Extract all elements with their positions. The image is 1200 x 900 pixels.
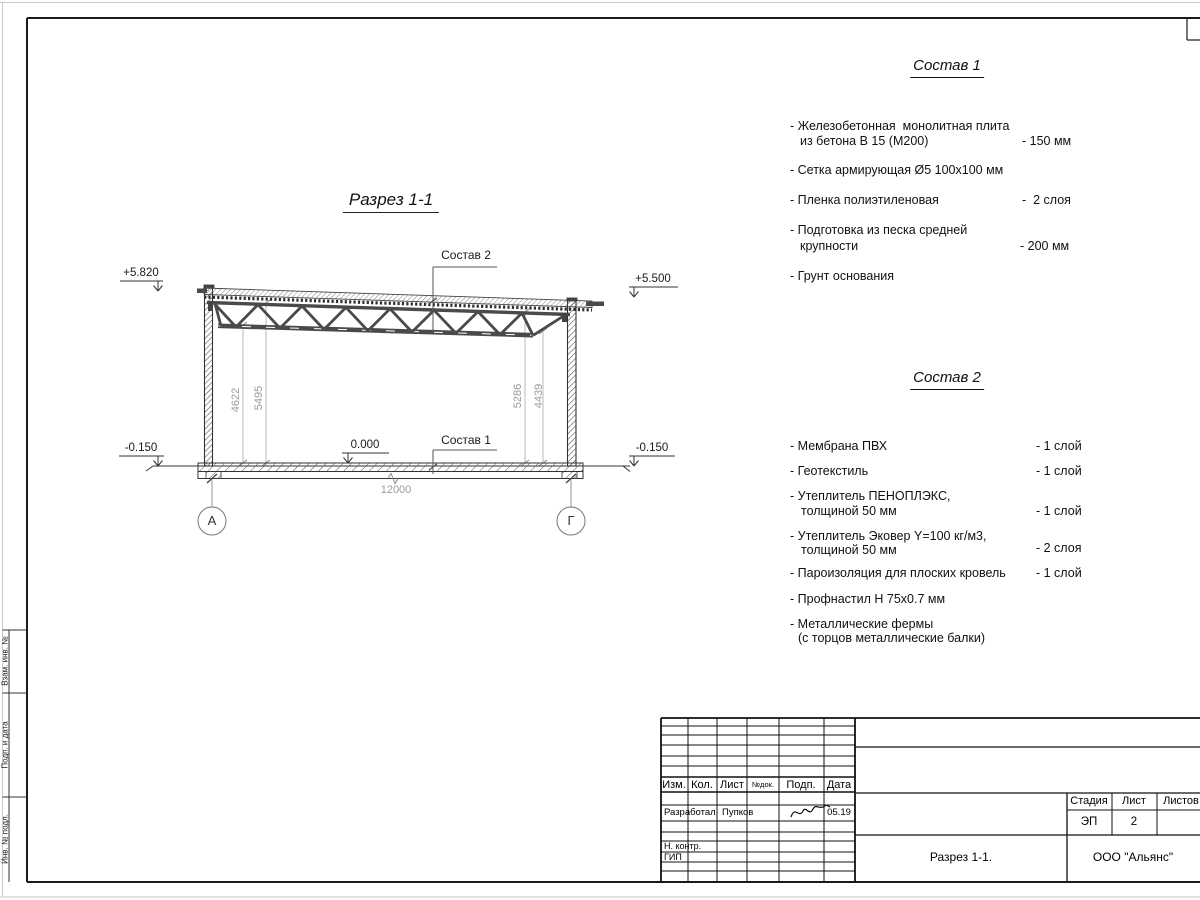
composition2-item4-line1: - Утеплитель Эковер Y=100 кг/м3, xyxy=(790,529,987,543)
dim-right-outer: 4439 xyxy=(533,383,545,409)
side-strip-label-vzam: Взам. инв. № xyxy=(0,636,10,686)
truss xyxy=(207,302,570,335)
titleblock-sheet-value: 2 xyxy=(1130,816,1138,828)
titleblock-doc-title: Разрез 1-1. xyxy=(929,850,993,864)
composition2-item4-qty: - 2 слоя xyxy=(1036,541,1082,555)
side-strip-label-podp: Подп. и дата xyxy=(0,721,10,769)
elevation-ground-right: -0.150 xyxy=(635,442,669,454)
drawing-title: Разрез 1-1 xyxy=(343,191,439,213)
titleblock-gip-label: ГИП xyxy=(664,852,682,862)
composition2-item2-line1: - Геотекстиль xyxy=(790,464,869,478)
grid-label-a: А xyxy=(207,513,217,528)
elevation-floor: 0.000 xyxy=(350,439,380,451)
composition1-item3-qty: - 2 слоя xyxy=(1022,193,1071,207)
composition1-item4-line2: крупности xyxy=(800,239,859,253)
composition1-item1-qty: - 150 мм xyxy=(1022,134,1072,148)
callout-floor: Состав 1 xyxy=(441,433,491,447)
composition1-title: Состав 1 xyxy=(910,58,984,78)
dim-right-inner: 5286 xyxy=(512,383,524,409)
titleblock-ncontr-label: Н. контр. xyxy=(664,841,702,851)
composition2-item3-line1: - Утеплитель ПЕНОПЛЭКС, xyxy=(790,489,951,503)
titleblock-company: ООО "Альянс" xyxy=(1092,850,1174,864)
composition2-item1-line1: - Мембрана ПВХ xyxy=(790,439,888,453)
grid-label-g: Г xyxy=(567,513,575,528)
titleblock-stage-label: Стадия xyxy=(1070,795,1108,807)
elevation-ground-left: -0.150 xyxy=(124,442,158,454)
titleblock-developed-date: 05.19 xyxy=(827,807,851,818)
composition2-item7-line1: - Металлические фермы xyxy=(790,617,934,631)
composition2-item3-qty: - 1 слой xyxy=(1036,504,1082,518)
elevation-ground-right-mark xyxy=(629,456,675,466)
dim-left-inner: 4622 xyxy=(230,387,242,413)
elevation-roof-right-mark xyxy=(629,287,678,297)
right-wall xyxy=(567,298,578,467)
composition1-item1-line1: - Железобетонная монолитная плита xyxy=(790,119,1010,133)
dim-span: 12000 xyxy=(380,484,412,496)
titleblock-col-ndok: №док. xyxy=(752,780,774,789)
elevation-roof-left-mark xyxy=(120,281,163,291)
left-wall xyxy=(204,285,215,467)
titleblock-sheet-label: Лист xyxy=(1122,795,1146,807)
composition1-item2-line1: - Сетка армирующая Ø5 100x100 мм xyxy=(790,163,1004,177)
titleblock-col-izm: Изм. xyxy=(662,779,686,791)
side-strip-label-inv: Инв. № подл. xyxy=(0,814,10,864)
titleblock-developed-label: Разработал xyxy=(664,807,716,818)
titleblock-stage-value: ЭП xyxy=(1080,816,1098,828)
titleblock-developed-name: Пупков xyxy=(722,807,754,818)
composition2-item7-line2: (с торцов металлические балки) xyxy=(798,631,986,645)
composition1-item4-line1: - Подготовка из песка средней xyxy=(790,223,968,237)
elevation-roof-right: +5.500 xyxy=(635,273,671,285)
composition1-item1-line2: из бетона В 15 (М200) xyxy=(800,134,929,148)
titleblock-col-data: Дата xyxy=(826,779,852,791)
titleblock-col-list: Лист xyxy=(720,779,744,791)
composition2-item3-line2: толщиной 50 мм xyxy=(801,504,897,518)
composition1-item4-qty: - 200 мм xyxy=(1020,239,1070,253)
titleblock-sheets-label: Листов xyxy=(1163,795,1199,807)
composition1-item5-line1: - Грунт основания xyxy=(790,269,895,283)
composition2-title: Состав 2 xyxy=(910,370,984,390)
composition2-item1-qty: - 1 слой xyxy=(1036,439,1082,453)
elevation-roof-left: +5.820 xyxy=(123,267,159,279)
floor-slab xyxy=(198,463,583,484)
composition2-item2-qty: - 1 слой xyxy=(1036,464,1082,478)
page-edges xyxy=(0,3,1200,898)
composition2-item5-line1: - Пароизоляция для плоских кровель xyxy=(790,566,1006,580)
elevation-ground-left-mark xyxy=(119,456,164,466)
composition2-item4-line2: толщиной 50 мм xyxy=(801,543,897,557)
composition2-item5-qty: - 1 слой xyxy=(1036,566,1082,580)
callout-roof: Состав 2 xyxy=(441,248,491,262)
dim-left-outer: 5495 xyxy=(253,385,265,411)
composition2-item6-line1: - Профнастил Н 75x0.7 мм xyxy=(790,592,946,606)
elevation-floor-mark xyxy=(342,453,389,463)
titleblock-col-kol: Кол. xyxy=(691,779,713,791)
titleblock-col-podp: Подп. xyxy=(786,779,816,791)
composition1-item3-line1: - Пленка полиэтиленовая xyxy=(790,193,939,207)
